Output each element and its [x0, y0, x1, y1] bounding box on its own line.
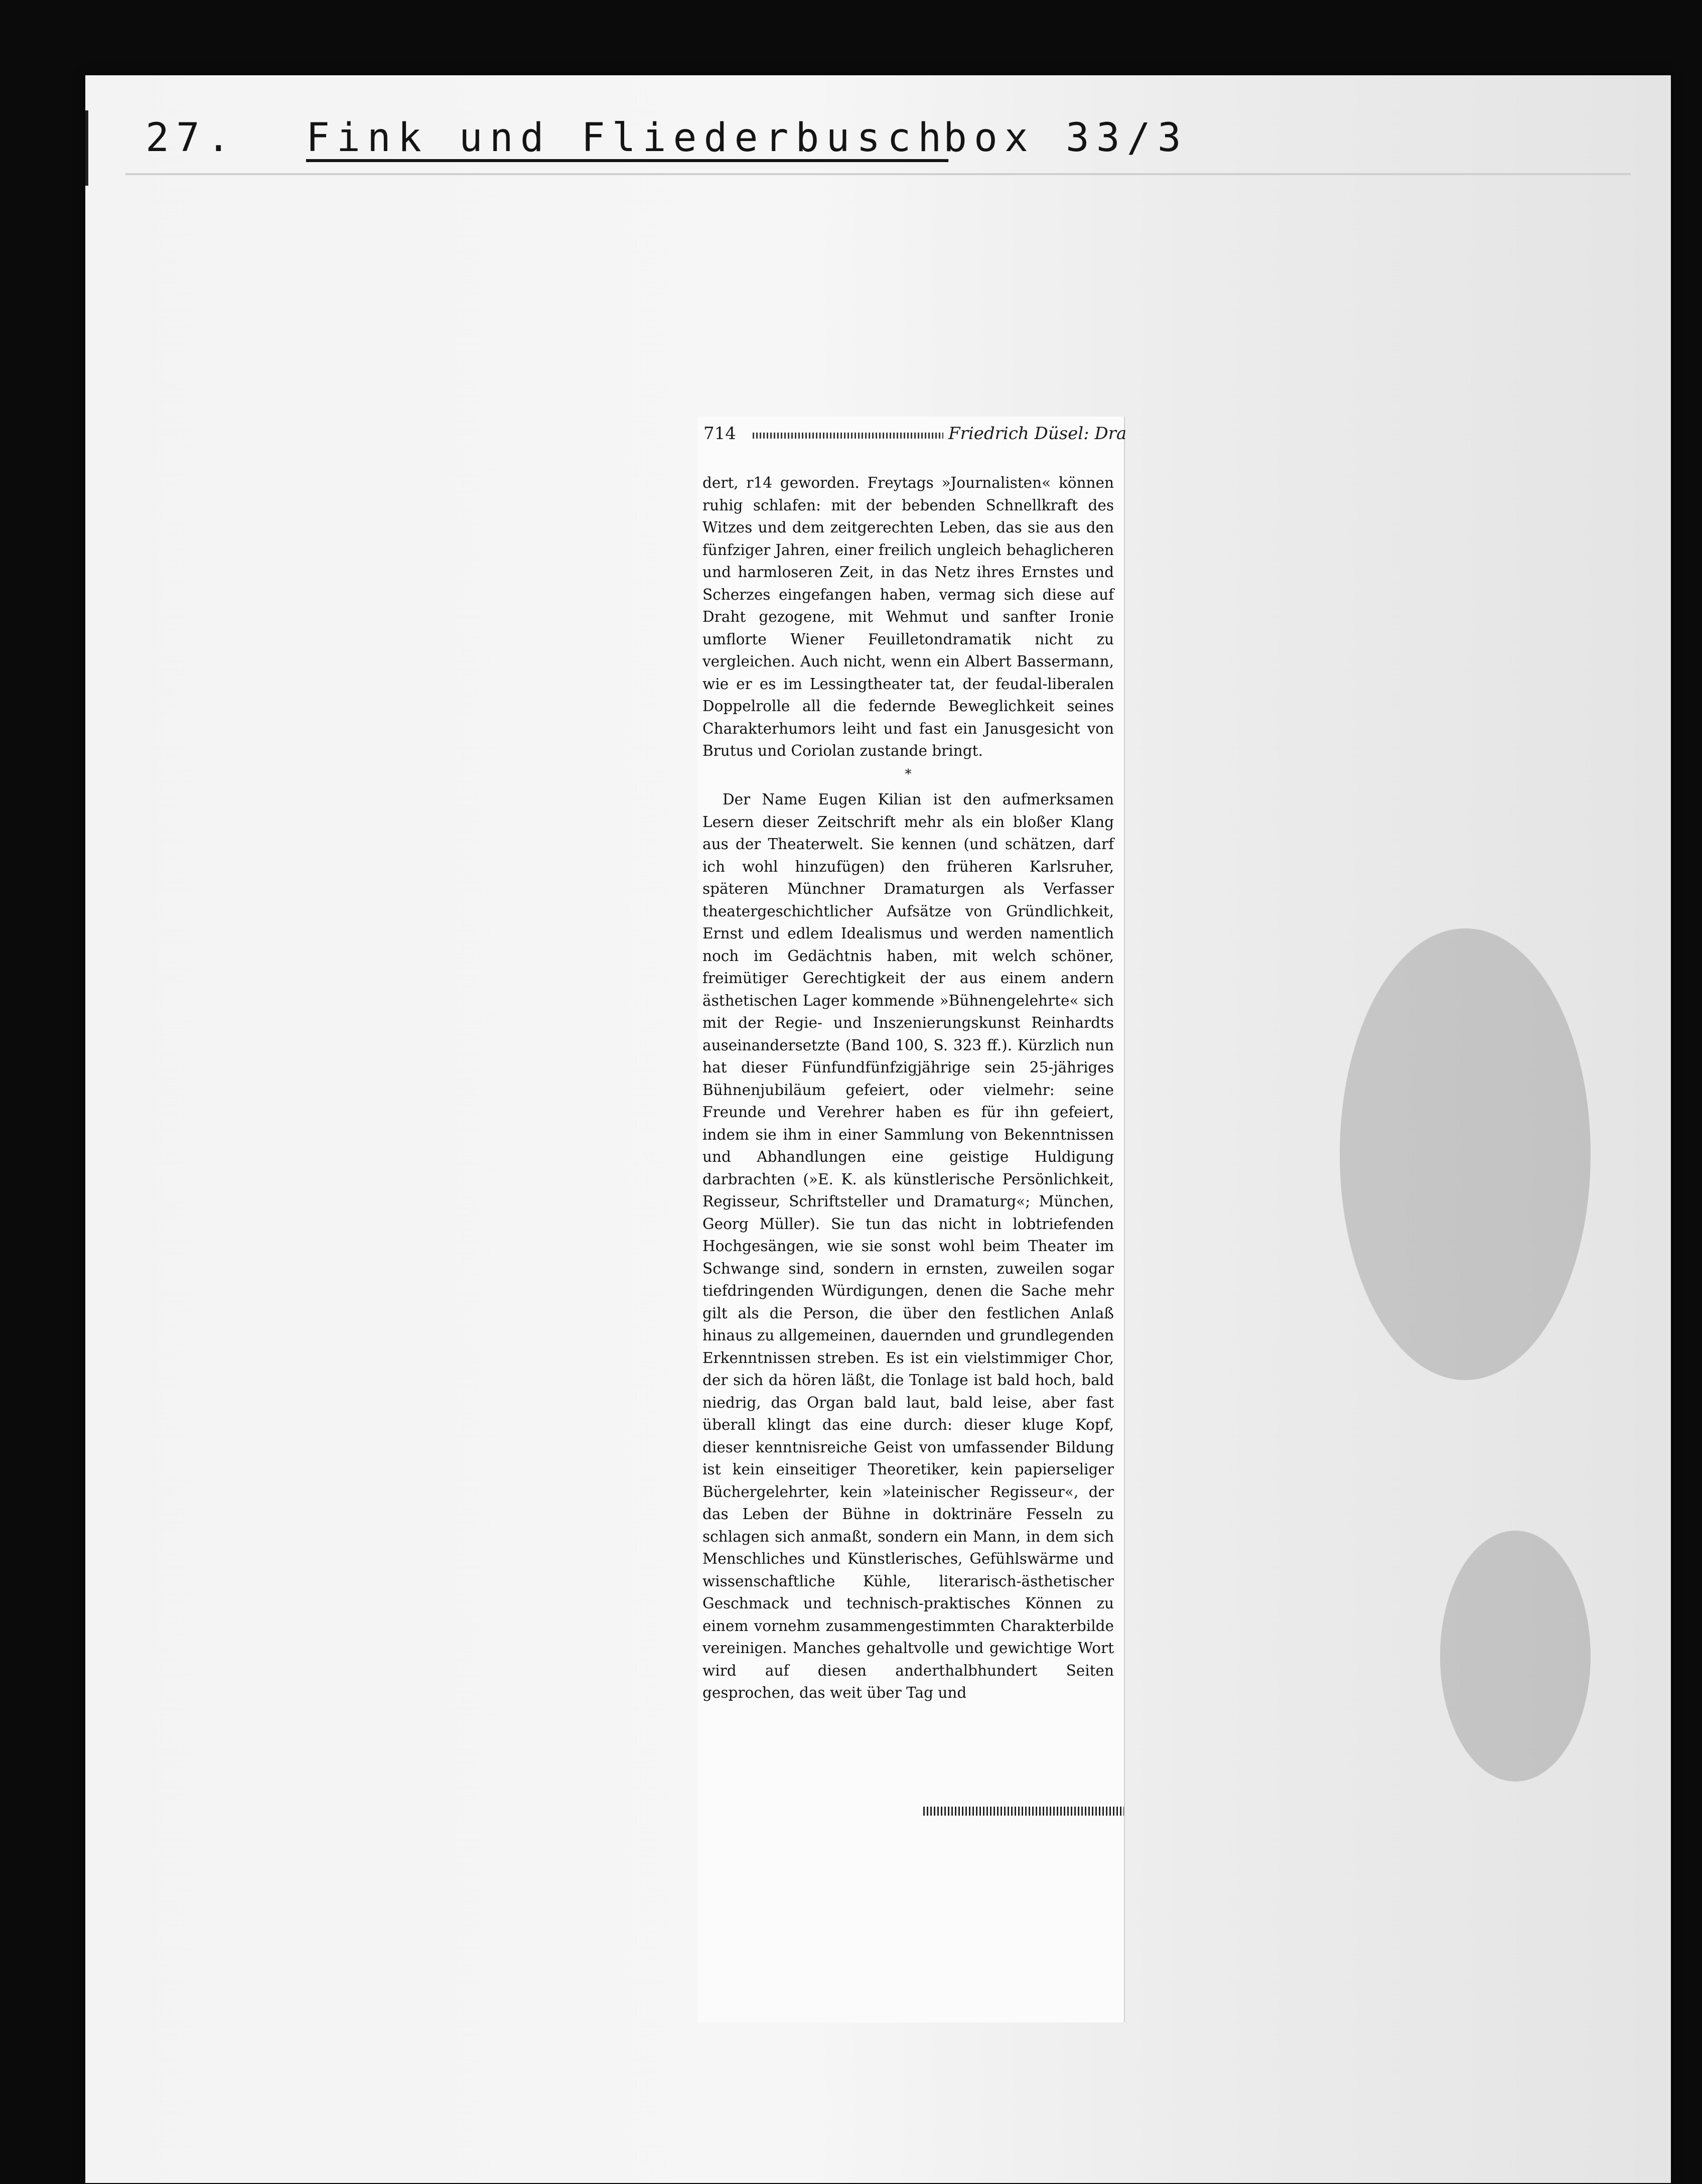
archive-sheet: [85, 75, 1671, 2183]
left-bracket-mark: [85, 110, 88, 186]
paper-stain: [1440, 1531, 1591, 1782]
clipping-header: [697, 417, 1149, 452]
clipping-paragraph-1: dert, r14 geworden. Freytags »Journalisten« können ruhig schlafen: mit der bebenden Schnellkraft des Witzes und dem zeitgerechten Leben, das sie aus den fünfziger Jahren, einer freilich ungleich behaglicheren und harmloseren Zeit, in das Netz ihres Ernstes und Scherzes eingefangen haben, vermag sich diese auf Draht gezogene, mit Wehmut und sanfter Ironie umflorte Wiener Feuilletondramatik nicht zu vergleichen. Auch nicht, wenn ein Albert Bassermann, wie er es im Lessingtheater tat, der feudal-liberalen Doppelrolle all die federnde Beweglichkeit seines Charakterhumors leiht und fast ein Janusgesicht von Brutus und Coriolan zustande bringt.: [702, 474, 1114, 759]
folder-title: Fink und Fliederbusch: [306, 115, 949, 161]
clipping-paragraph-2: Der Name Eugen Kilian ist den aufmerksamen Lesern dieser Zeitschrift mehr als ein bloßer Klang aus der Theaterwelt. Sie kennen (und schätzen, darf ich wohl hinzufügen) den früheren Karlsruher, späteren Münchner Dramaturgen als Verfasser theatergeschichtlicher Aufsätze von Gründlichkeit, Ernst und edlem Idealismus und werden namentlich noch im Gedächtnis haben, mit welch schöner, freimütiger Gerechtigkeit der aus einem andern ästhetischen Lager kommende »Bühnengelehrte« sich mit der Regie- und Inszenierungskunst Reinhardts auseinandersetzte (Band 100, S. 323 ff.). Kürzlich nun hat dieser Fünfundfünfzigjährige sein 25-jähriges Bühnenjubiläum gefeiert, oder vielmehr: seine Freunde und Verehrer haben es für ihn gefeiert, indem sie ihm in einer Sammlung von Bekenntnissen und Abhandlungen eine geistige Huldigung darbrachten (»E. K. als künstlerische Persönlichkeit, Regisseur, Schriftsteller und Dramaturg«; München, Georg Müller). Sie tun das nicht in lobtriefenden Hochgesängen, wie sie sonst wohl beim Theater im Schwange sind, sondern in ernsten, zuweilen sogar tiefdringenden Würdigungen, denen die Sache mehr gilt als die Person, die über den festlichen Anlaß hinaus zu allgemeinen, dauernden und grundlegenden Erkenntnissen streben. Es ist ein vielstimmiger Chor, der sich da hören läßt, die Tonlage ist bald hoch, bald niedrig, das Organ bald laut, bald leise, aber fast überall klingt das eine durch: dieser kluge Kopf, dieser kenntnisreiche Geist von umfassender Bildung ist kein einseitiger Theoretiker, kein papierseliger Büchergelehrter, kein »lateinischer Regisseur«, der das Leben der Bühne in doktrinäre Fesseln zu schlagen sich anmaßt, sondern ein Mann, in dem sich Menschliches und Künstlerisches, Gefühlswärme und wissenschaftliche Kühle, literarisch-ästhetischer Geschmack und technisch-praktisches Können zu einem vornehm zusammengestimmten Charakterbilde vereinigen. Manches gehaltvolle und gewichtige Wort wird auf diesen anderthalbhundert Seiten gesprochen, das weit über Tag und: [702, 791, 1114, 1701]
header-divider: [125, 173, 1631, 175]
section-separator: *: [905, 766, 912, 782]
dotted-leader: [753, 433, 943, 439]
folder-number: 27.: [146, 115, 237, 161]
clipping-running-head: Friedrich Düsel: Dra: [948, 424, 1127, 444]
archive-header: [146, 105, 1300, 171]
clipping-bottom-edge: [923, 1807, 1124, 1816]
box-label: box 33/3: [943, 115, 1188, 161]
clipping-page-number: 714: [703, 424, 736, 444]
clipping-body: [702, 472, 1114, 1704]
newspaper-clipping: [697, 417, 1127, 2022]
paper-stain: [1340, 928, 1591, 1380]
